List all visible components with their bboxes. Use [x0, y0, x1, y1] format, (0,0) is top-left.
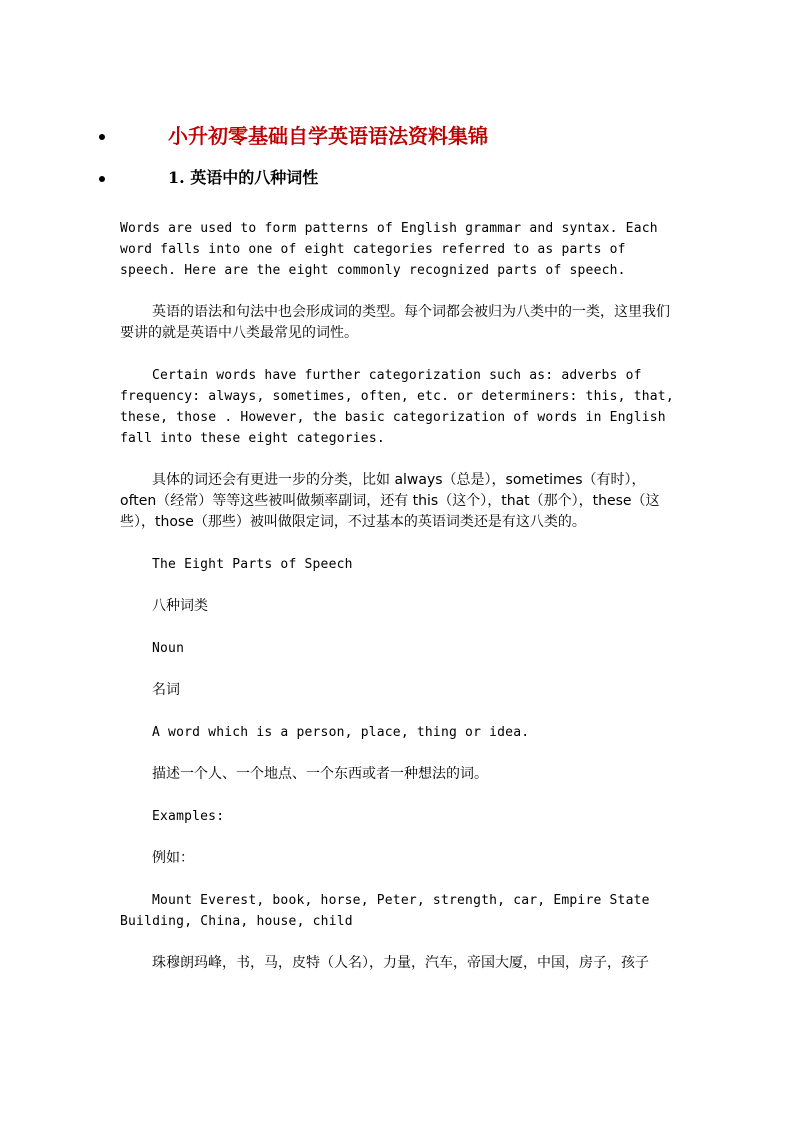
section-heading-row [0, 165, 794, 189]
noun-definition-en: A word which is a person, place, thing or idea. [152, 725, 530, 740]
noun-label-en: Noun [152, 641, 185, 656]
noun-label-cn: 名词 [152, 682, 180, 698]
section-heading: 1. 英语中的八种词性 [168, 168, 319, 187]
document-title: 小升初零基础自学英语语法资料集锦 [168, 124, 488, 148]
noun-examples-en: Mount Everest, book, horse, Peter, strength, car, Empire State Building, China, house, child [120, 893, 650, 929]
bullet-icon [99, 134, 105, 140]
paragraph-categorization-cn: 具体的词还会有更进一步的分类，比如 always（总是），sometimes（有时），often（经常）等等这些被叫做频率副词，还有 this（这个），that（那个），these（这些），those（那些）被叫做限定词，不过基本的英语词类还是有这八类的。 [120, 472, 660, 530]
examples-label-cn: 例如： [152, 850, 194, 866]
noun-examples-cn: 珠穆朗玛峰，书，马，皮特（人名），力量，汽车，帝国大厦，中国，房子，孩子 [152, 955, 649, 971]
title-row [0, 120, 794, 150]
bullet-icon [99, 176, 105, 182]
parts-of-speech-heading-en: The Eight Parts of Speech [152, 557, 353, 572]
document-body [120, 218, 680, 995]
paragraph-intro-en: Words are used to form patterns of English grammar and syntax. Each word falls into one of eight categories referred to as parts of speech. Here are the eight commonly recognized parts of speech. [120, 221, 658, 278]
parts-of-speech-heading-cn: 八种词类 [152, 598, 208, 614]
examples-label-en: Examples: [152, 809, 225, 824]
paragraph-intro-cn: 英语的语法和句法中也会形成词的类型。每个词都会被归为八类中的一类，这里我们要讲的就是英语中八类最常见的词性。 [120, 304, 670, 341]
noun-definition-cn: 描述一个人、一个地点、一个东西或者一种想法的词。 [152, 766, 488, 782]
paragraph-categorization-en: Certain words have further categorization such as: adverbs of frequency: always, sometimes, often, etc. or determiners: this, that, these, those . However, the basic categorization of words in English fall into these eight categories. [120, 368, 674, 446]
